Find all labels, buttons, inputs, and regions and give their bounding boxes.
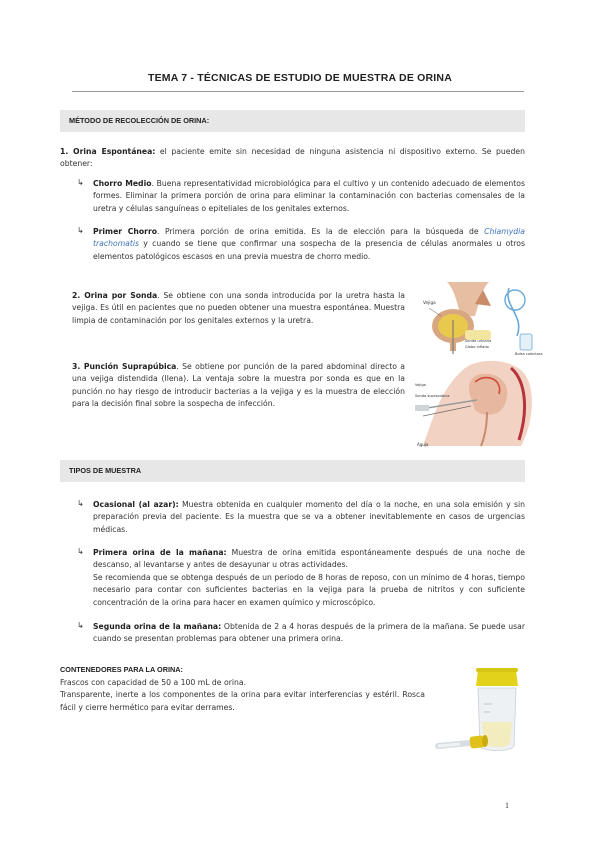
fig2-label-1: Vejiga bbox=[415, 383, 426, 387]
title-divider bbox=[72, 91, 524, 92]
fig1-label-2: Globo inflado bbox=[465, 345, 489, 349]
bullet-primera-orina bbox=[93, 547, 525, 609]
bullet-icon: ↳ bbox=[77, 621, 84, 630]
item3-text: . Se obtiene por punción de la pared abdominal directo a una vejiga distendida (llena). La ventaja sobre la muestra por sonda es que en la punción no hay riesgo de introducir bacterias a la vejiga y es la muestra de elección para la decisión final sobre la sospecha de infección. bbox=[72, 362, 406, 409]
bullet-segunda-orina bbox=[93, 621, 525, 646]
bullet2-text-a: . Primera porción de orina emitida. Es la de elección para la búsqueda de bbox=[157, 227, 485, 236]
bullet2-text-b: y cuando se tiene que confirmar una sospecha de la presencia de células anormales u otros elementos patológicos escasos en una previa muestra de chorro medio. bbox=[93, 239, 525, 261]
containers-line1: Frascos con capacidad de 50 a 100 mL de orina. bbox=[60, 678, 247, 687]
item-puncion-suprapubica bbox=[72, 361, 405, 411]
page-title: TEMA 7 - TÉCNICAS DE ESTUDIO DE MUESTRA DE ORINA bbox=[147, 72, 452, 84]
bullet-ocasional bbox=[93, 499, 525, 536]
urine-container-illustration bbox=[430, 660, 530, 770]
fig1-label-1: Sonda urinaria bbox=[465, 339, 492, 343]
page-number: 1 bbox=[505, 801, 509, 810]
item-orina-por-sonda bbox=[72, 290, 405, 327]
item-orina-espontanea bbox=[60, 146, 525, 171]
bullet1-label: Chorro Medio bbox=[93, 179, 152, 188]
item3-label: 3. Punción Suprapúbica bbox=[72, 362, 177, 371]
bullet-primer-chorro bbox=[93, 226, 525, 263]
item1-text: el paciente emite sin necesidad de ninguna asistencia ni dispositivo externo. Se pueden obtener: bbox=[60, 147, 525, 169]
b2-label: Primera orina de la mañana: bbox=[93, 548, 227, 557]
fig2-label-0: Aguja bbox=[417, 442, 429, 447]
item2-label: 2. Orina por Sonda bbox=[72, 291, 158, 300]
bullet2-species: Chlamydia trachomatis bbox=[93, 227, 525, 249]
bullet-icon: ↳ bbox=[77, 499, 84, 508]
b3-label: Segunda orina de la mañana: bbox=[93, 622, 222, 631]
bullet2-label: Primer Chorro bbox=[93, 227, 158, 236]
b1-label: Ocasional (al azar): bbox=[93, 500, 179, 509]
bullet-icon: ↳ bbox=[77, 226, 84, 235]
b3-text: Obtenida de 2 a 4 horas después de la primera de la mañana. Se puede usar cuando se presentan problemas para obtener una primera orina. bbox=[93, 622, 525, 644]
b2-text2: Se recomienda que se obtenga después de un periodo de 8 horas de reposo, con un mínimo de 4 horas, tiempo necesario para contar con suficientes bacterias en la vejiga para la prueba de nitritos y con suficiente concentración de la orina para hacer en examen químico y microscópico. bbox=[93, 572, 525, 607]
fig1-label-0: Vejiga bbox=[423, 300, 436, 305]
suprapubic-puncture-illustration bbox=[413, 358, 541, 450]
item1-label: 1. Orina Espontánea: bbox=[60, 147, 156, 156]
fig1-label-3: Bolsa colectora bbox=[515, 352, 543, 356]
bullet-chorro-medio bbox=[93, 178, 525, 215]
urinary-catheter-illustration bbox=[417, 280, 545, 356]
section-heading-tipos: TIPOS DE MUESTRA bbox=[60, 460, 525, 482]
fig2-label-2: Sonda suprapúbica bbox=[415, 394, 450, 398]
containers-heading: CONTENEDORES PARA LA ORINA: bbox=[60, 665, 183, 674]
b1-text: Muestra obtenida en cualquier momento del día o la noche, en una sola emisión y sin preparación previa del paciente. Es la muestra que se va a obtener inevitablemente en casos de urgencias médicas. bbox=[93, 500, 525, 534]
bullet-icon: ↳ bbox=[77, 547, 84, 556]
containers-text bbox=[60, 677, 425, 714]
b2-text: Muestra de orina emitida espontáneamente después de una noche de descanso, al levantarse y antes de desayunar u otras actividades. bbox=[93, 548, 525, 570]
bullet-icon: ↳ bbox=[77, 178, 84, 187]
containers-line2: Transparente, inerte a los componentes de la orina para evitar interferencias y estéril. Rosca fácil y cierre hermético para evitar derrames. bbox=[60, 690, 425, 712]
item2-text: . Se obtiene con una sonda introducida por la uretra hasta la vejiga. Es útil en pacientes que no pueden obtener una muestra espontánea. Muestra limpia de contaminación por los genitales externos y la uretra. bbox=[72, 291, 405, 325]
section-heading-recoleccion: MÉTODO DE RECOLECCIÓN DE ORINA: bbox=[60, 110, 525, 132]
bullet1-text: . Buena representatividad microbiológica para el cultivo y un contenido adecuado de elementos formes. Eliminar la primera porción de orina para eliminar la contaminación con bacterias comensales de la uretra y células sanguíneas o epiteliales de los genitales externos. bbox=[93, 179, 525, 213]
